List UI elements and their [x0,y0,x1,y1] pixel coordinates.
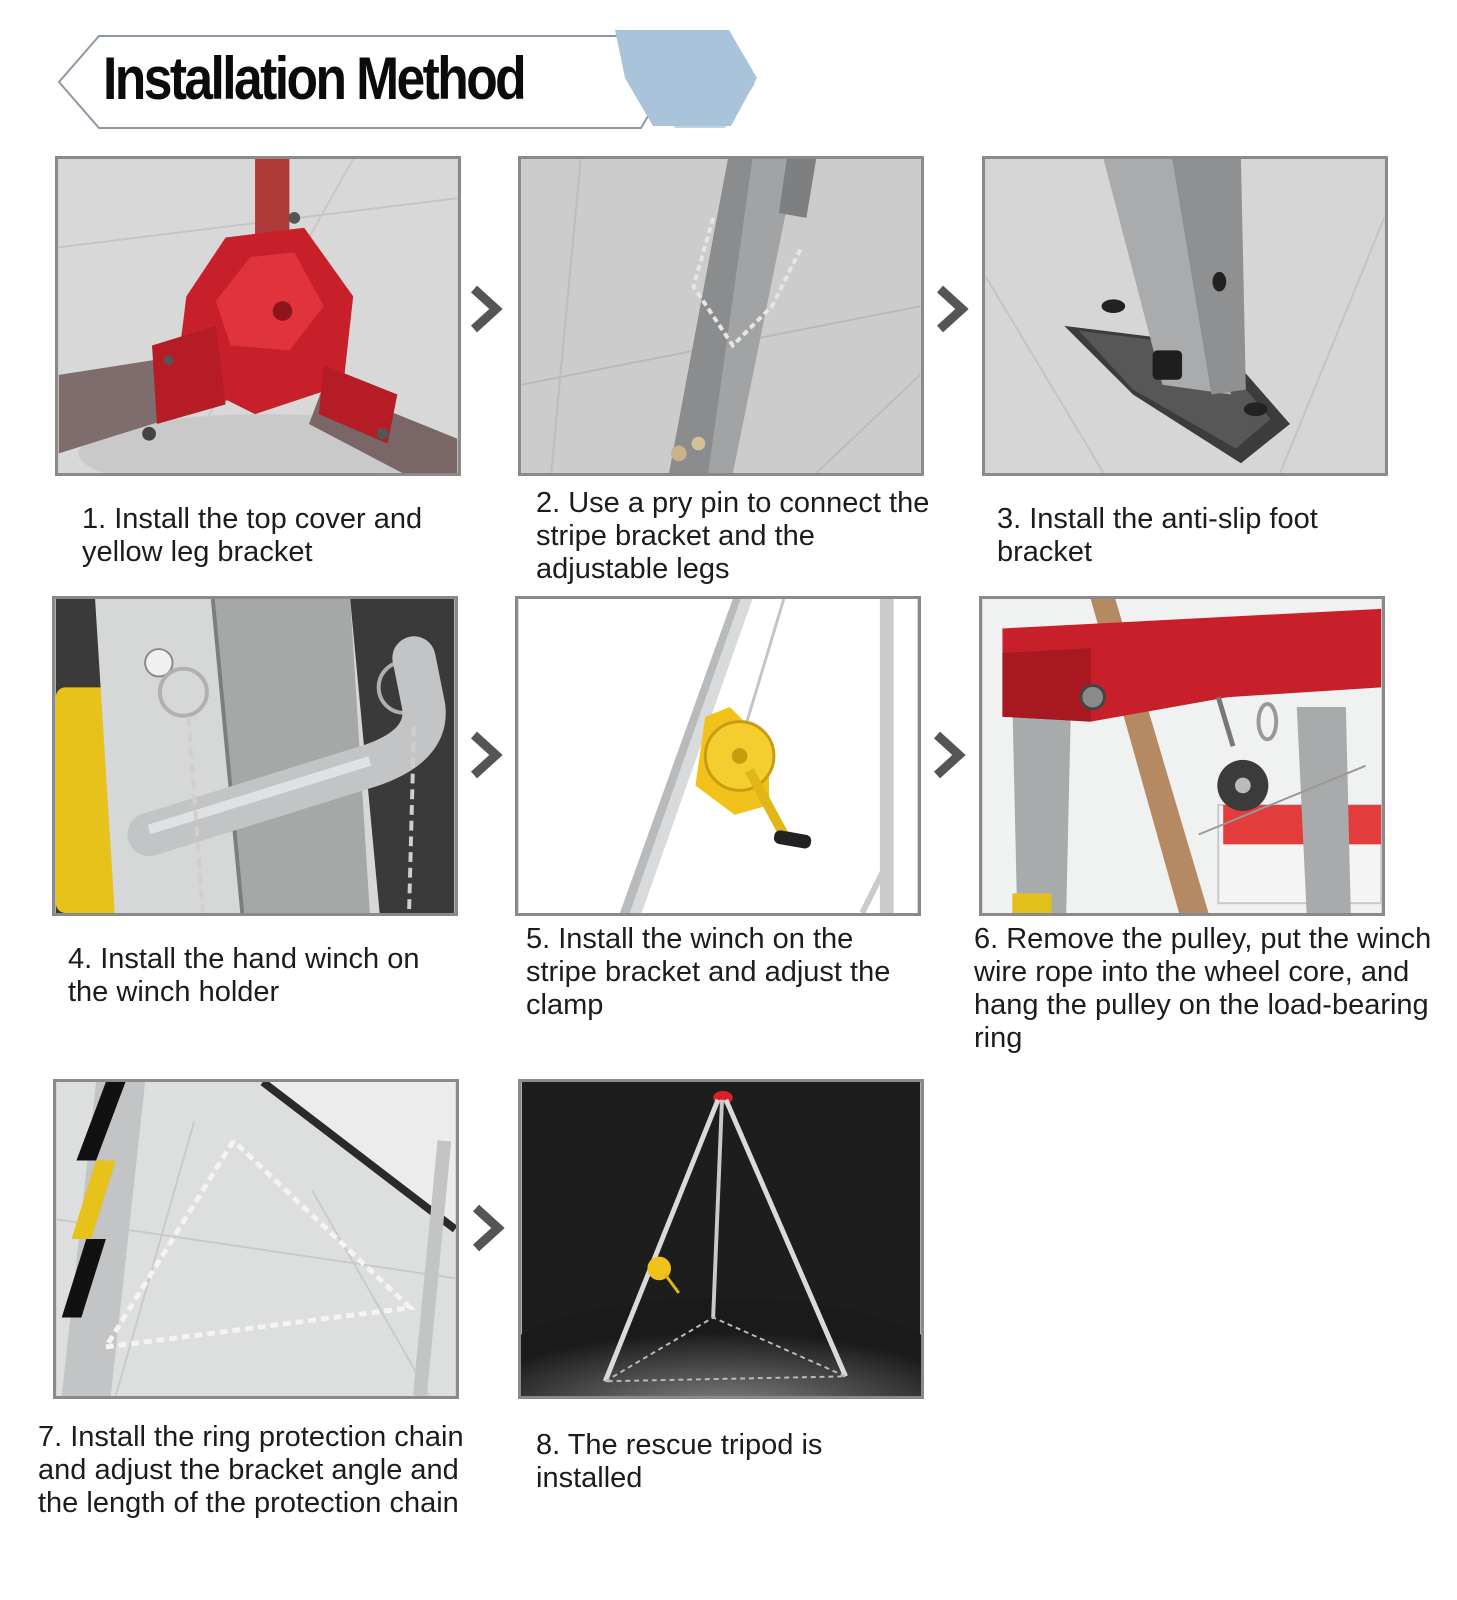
step-3-caption: 3. Install the anti-slip foot bracket [997,503,1318,568]
step-7-photo [53,1079,459,1399]
chevron-right-icon [932,283,972,335]
step-5-caption: 5. Install the winch on the stripe bracket and adjust the clamp [526,923,891,1021]
foot-bracket-photo [985,159,1385,473]
step-4-photo [52,596,458,916]
protection-chain-photo [56,1082,456,1396]
page-title: Installation Method [103,45,525,112]
step-8-caption: 8. The rescue tripod is installed [536,1429,823,1494]
header-banner [55,28,775,138]
step-2-caption: 2. Use a pry pin to connect the stripe bracket and the adjustable legs [536,487,930,585]
winch-holder-photo [55,599,455,913]
chevron-right-icon [468,1202,508,1254]
step-4-caption: 4. Install the hand winch on the winch holder [68,943,420,1008]
yellow-winch-photo [518,599,918,913]
step-8-photo [518,1079,924,1399]
chevron-right-icon [466,283,506,335]
step-1-photo [55,156,461,476]
chevron-right-icon [466,729,506,781]
step-6-caption: 6. Remove the pulley, put the winch wire rope into the wheel core, and hang the pulley on the load-bearing ring [974,923,1432,1054]
step-1-caption: 1. Install the top cover and yellow leg bracket [82,503,423,568]
chevron-right-icon [929,729,969,781]
leg-chain-photo [521,159,921,473]
step-5-photo [515,596,921,916]
step-7-caption: 7. Install the ring protection chain and adjust the bracket angle and the length of the protection chain [38,1421,464,1519]
step-3-photo [982,156,1388,476]
step-2-photo [518,156,924,476]
tripod-installed-photo [521,1082,921,1396]
pulley-photo [982,599,1382,913]
step-6-photo [979,596,1385,916]
red-top-cover-photo [58,159,458,473]
